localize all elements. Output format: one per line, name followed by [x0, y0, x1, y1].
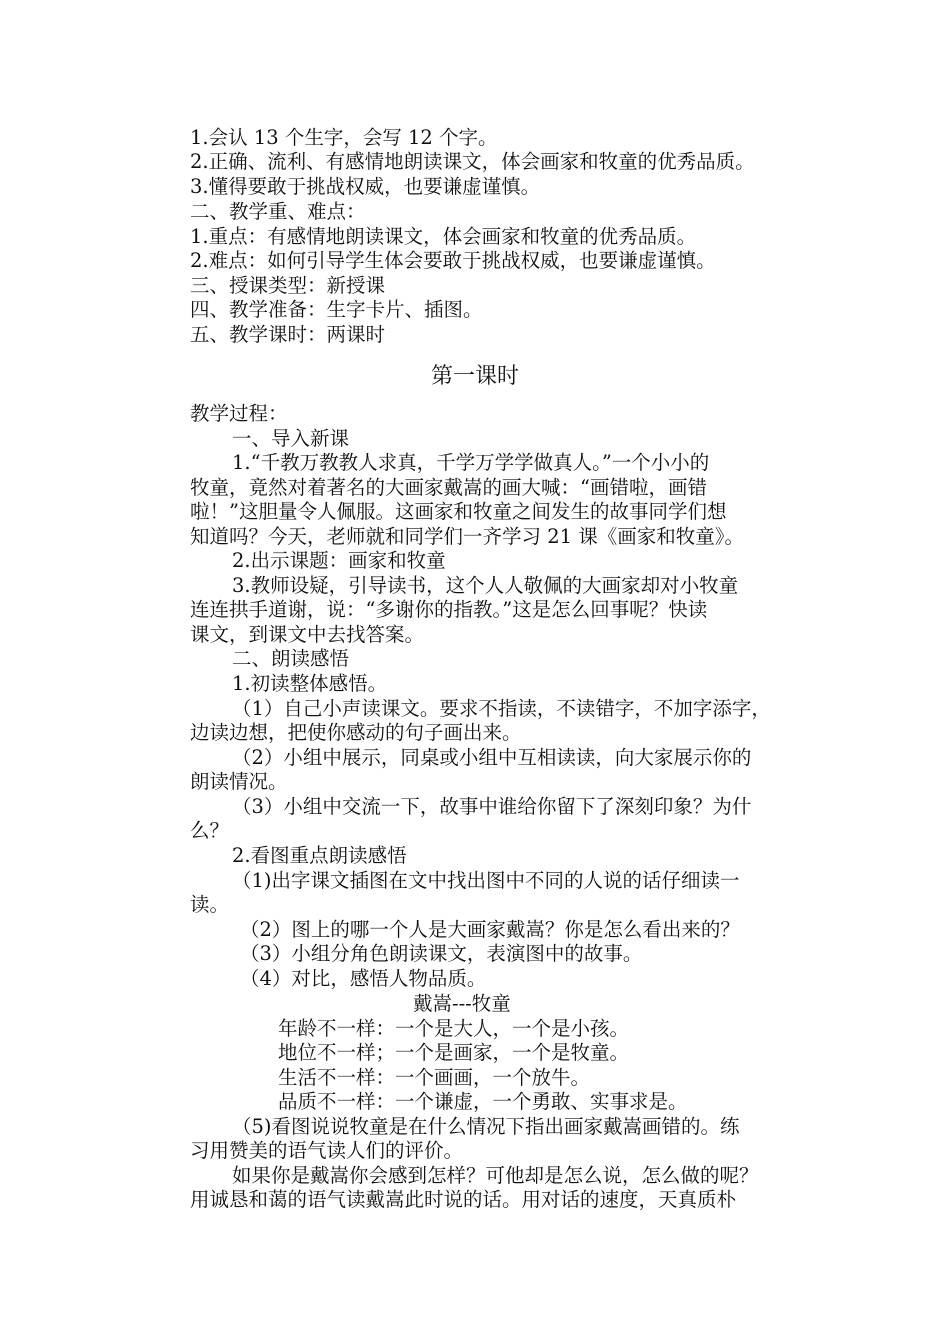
paragraph-line: 牧童，竟然对着著名的大画家戴嵩的画大喊：“画错啦，画错	[190, 476, 707, 499]
paragraph-line: （4）对比，感悟人物品质。	[240, 967, 487, 990]
paragraph-line: 3.教师设疑，引导读书，这个人人敬佩的大画家却对小牧童	[232, 574, 739, 597]
paragraph-line: 啦！”这胆量令人佩服。这画家和牧童之间发生的故事同学们想	[190, 500, 727, 523]
comparison-row: 年龄不一样：一个是大人，一个是小孩。	[278, 1017, 630, 1040]
paragraph-line: 用诚恳和蔼的语气读戴嵩此时说的话。用对话的速度，天真质朴	[190, 1188, 737, 1211]
paragraph-line: 边读边想，把使你感动的句子画出来。	[190, 721, 522, 744]
comparison-row: 生活不一样：一个画画，一个放牛。	[278, 1066, 591, 1089]
paragraph-line: 2.看图重点朗读感悟	[232, 844, 407, 867]
paragraph-line: 连连拱手道谢，说：“多谢你的指教。”这是怎么回事呢？快读	[190, 598, 708, 621]
paragraph-line: （1)出字课文插图在文中找出图中不同的人说的话仔细读一	[232, 869, 740, 892]
section-heading-key-points: 二、教学重、难点：	[190, 200, 366, 223]
objective-3: 3.懂得要敢于挑战权威，也要谦虚谨慎。	[190, 175, 541, 198]
objective-2: 2.正确、流利、有感情地朗读课文，体会画家和牧童的优秀品质。	[190, 150, 755, 173]
paragraph-line: 习用赞美的语气读人们的评价。	[190, 1139, 464, 1162]
section-class-hours: 五、教学课时：两课时	[190, 323, 386, 346]
paragraph-line: 如果你是戴嵩你会感到怎样？可他却是怎么说，怎么做的呢？	[232, 1164, 759, 1187]
paragraph-line: 知道吗？今天，老师就和同学们一齐学习 21 课《画家和牧童》。	[190, 525, 744, 548]
paragraph-line: （2）图上的哪一个人是大画家戴嵩？你是怎么看出来的？	[240, 918, 740, 941]
paragraph-line: （5)看图说说牧童是在什么情况下指出画家戴嵩画错的。练	[232, 1115, 740, 1138]
section-preparation: 四、教学准备：生字卡片、插图。	[190, 298, 483, 321]
paragraph-line: 1.初读整体感悟。	[232, 672, 388, 695]
paragraph-line: （1）自己小声读课文。要求不指读，不读错字，不加字添字，	[232, 697, 771, 720]
paragraph-line: 1.“千教万教教人求真，千学万学学做真人。”一个小小的	[232, 451, 710, 474]
paragraph-line: 课文，到课文中去找答案。	[190, 623, 425, 646]
key-point-1: 1.重点：有感情地朗读课文，体会画家和牧童的优秀品质。	[190, 225, 697, 248]
paragraph-line: （3）小组分角色朗读课文，表演图中的故事。	[240, 942, 643, 965]
key-point-2: 2.难点：如何引导学生体会要敢于挑战权威，也要谦虚谨慎。	[190, 249, 716, 272]
comparison-title: 戴嵩---牧童	[413, 992, 511, 1015]
paragraph-line: （2）小组中展示，同桌或小组中互相读读，向大家展示你的	[232, 746, 752, 769]
section-lesson-type: 三、授课类型：新授课	[190, 274, 386, 297]
lesson-heading: 第一课时	[430, 364, 519, 389]
paragraph-line: 读。	[190, 893, 230, 916]
paragraph-line: （3）小组中交流一下，故事中谁给你留下了深刻印象？为什	[232, 795, 752, 818]
comparison-row: 品质不一样：一个谦虚，一个勇敢、实事求是。	[278, 1090, 688, 1113]
paragraph-line: 2.出示课题：画家和牧童	[232, 549, 446, 572]
process-label: 教学过程：	[190, 402, 288, 425]
part2-title: 二、朗读感悟	[232, 647, 350, 670]
part1-title: 一、导入新课	[232, 427, 350, 450]
paragraph-line: 么？	[190, 819, 230, 842]
paragraph-line: 朗读情况。	[190, 770, 288, 793]
comparison-row: 地位不一样；一个是画家，一个是牧童。	[278, 1041, 630, 1064]
objective-1: 1.会认 13 个生字，会写 12 个字。	[190, 126, 498, 149]
